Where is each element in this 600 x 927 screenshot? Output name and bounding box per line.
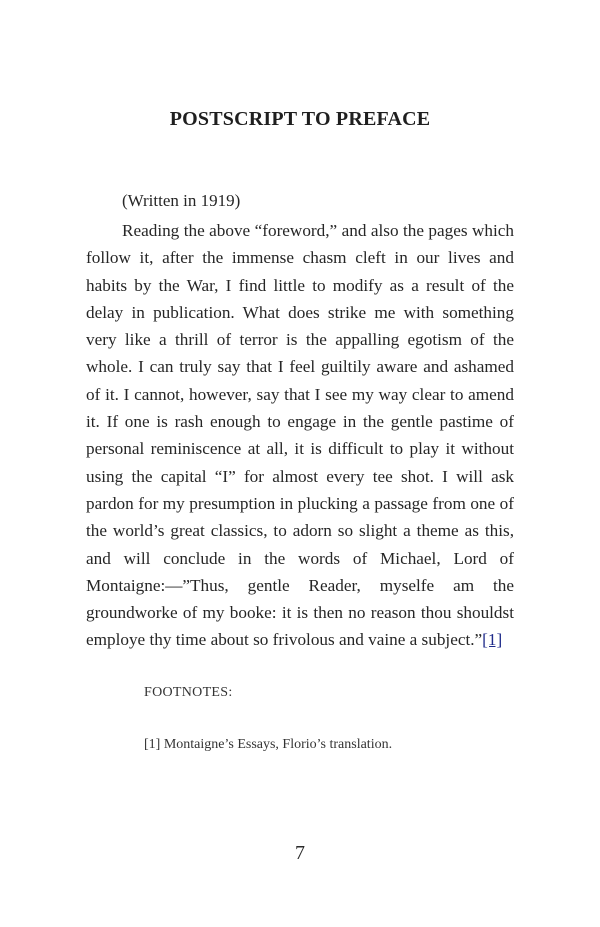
footnote-reference-link[interactable]: [1]	[482, 630, 503, 650]
footnote-item: [1] Montaigne’s Essays, Florio’s translation.	[144, 737, 393, 752]
body-paragraph-text: Reading the above “foreword,” and also the pages which follow it, after the immense chasm cleft in our lives and habits by the War, I find little to modify as a result of the delay in publication. What does strike me with something very like a thrill of terror is the appalling egotism of the whole. I can truly say that I feel guiltily aware and ashamed of it. I cannot, however, say that I see my way clear to amend it. If one is rash enough to engage in the gentle pastime of personal reminiscence at all, it is difficult to play it without using the capital “I” for almost every tee shot. I will ask pardon for my presumption in plucking a passage from one of the world’s great classics, to adorn so slight a theme as this, and will conclude in the words of Michael, Lord of Montaigne:—”Thus, gentle Reader, myselfe am the groundworke of my booke: it is then no reason thou shouldst employe thy time about so frivolous and vaine a subject.”	[86, 221, 514, 650]
body-paragraph	[86, 217, 514, 654]
page-number: 7	[295, 842, 305, 864]
chapter-title: POSTSCRIPT TO PREFACE	[169, 108, 431, 130]
footnotes-heading: FOOTNOTES:	[144, 685, 233, 700]
written-date-note: (Written in 1919)	[122, 191, 241, 210]
